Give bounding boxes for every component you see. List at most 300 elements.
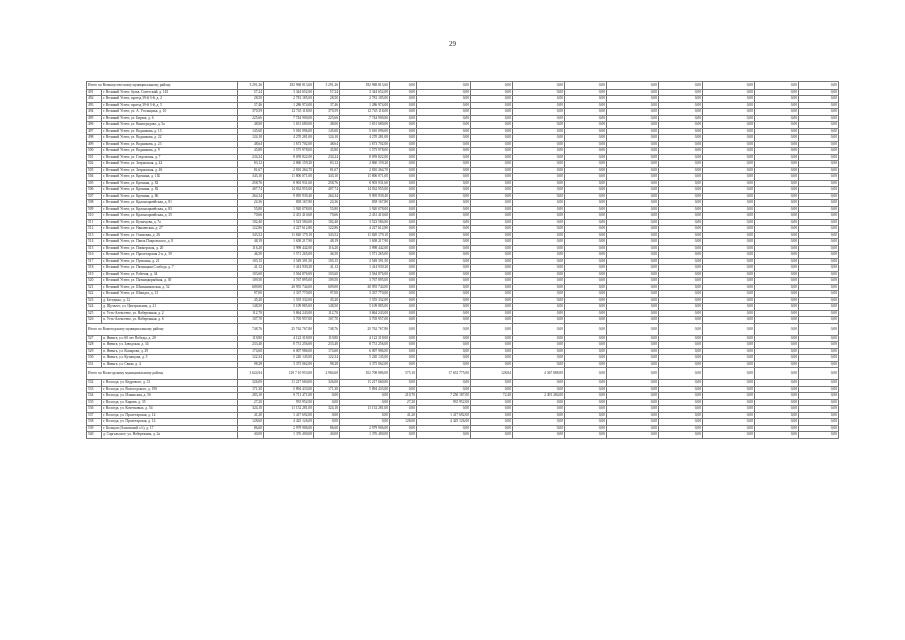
value-cell: 0,00 <box>703 425 755 432</box>
value-cell: 0,00 <box>417 180 471 187</box>
address-cell: г. Великий Устюг, ул. Водникова, д. 22 <box>102 135 238 142</box>
value-cell: 0,00 <box>703 323 755 335</box>
value-cell: 0,00 <box>417 174 471 181</box>
value-cell: 0,00 <box>513 425 565 432</box>
value-cell: 0,00 <box>799 122 839 129</box>
value-cell: 0,00 <box>390 317 417 324</box>
value-cell: 0,00 <box>565 335 607 342</box>
value-cell: 1 376 400,00 <box>340 432 390 439</box>
row-number-cell: 526 <box>87 317 102 324</box>
value-cell: 4 227 612,80 <box>340 226 390 233</box>
value-cell: 0,00 <box>703 219 755 226</box>
value-cell: 0,00 <box>703 278 755 285</box>
value-cell: 0,00 <box>607 284 659 291</box>
value-cell: 5 109 885,00 <box>264 304 314 311</box>
value-cell: 8 903 931,60 <box>340 180 390 187</box>
row-number-cell: 495 <box>87 115 102 122</box>
value-cell: 0,00 <box>607 135 659 142</box>
value-cell: 171,30 <box>314 386 340 393</box>
value-cell: 0,00 <box>513 109 565 116</box>
row-number-cell: 527 <box>87 335 102 342</box>
value-cell: 234,24 <box>314 154 340 161</box>
value-cell: 0,00 <box>471 180 513 187</box>
value-cell: 0,00 <box>565 226 607 233</box>
value-cell: 0,00 <box>565 161 607 168</box>
value-cell: 11 152 281,00 <box>264 406 314 413</box>
value-cell: 0,00 <box>755 122 799 129</box>
value-cell: 2 860 159,20 <box>340 161 390 168</box>
value-cell: 0,00 <box>607 368 659 380</box>
value-cell: 0,00 <box>659 174 703 181</box>
value-cell: 0,00 <box>659 213 703 220</box>
value-cell: 0,00 <box>471 310 513 317</box>
address-cell: п. Явенга, ул. 60 лет Победы, д. 20 <box>102 335 238 342</box>
value-cell: 0,00 <box>565 406 607 413</box>
value-cell: 0,00 <box>659 361 703 368</box>
value-cell: 0,00 <box>513 161 565 168</box>
value-cell: 0,00 <box>755 317 799 324</box>
address-cell: г. Великий Устюг, ул. Шильниковская, д. 52 <box>102 284 238 291</box>
value-cell: 0,00 <box>755 406 799 413</box>
row-number-cell: 497 <box>87 128 102 135</box>
value-cell: 11 217 660,00 <box>264 380 314 387</box>
value-cell: 40,00 <box>238 432 264 439</box>
value-cell: 0,00 <box>417 239 471 246</box>
value-cell: 0,00 <box>755 174 799 181</box>
value-cell: 234,24 <box>238 154 264 161</box>
value-cell: 0,00 <box>471 148 513 155</box>
value-cell: 0,00 <box>390 432 417 439</box>
value-cell: 0,00 <box>565 213 607 220</box>
value-cell: 264,34 <box>314 193 340 200</box>
value-cell: 81,67 <box>314 167 340 174</box>
value-cell: 0,00 <box>417 432 471 439</box>
value-cell: 3 549 391,50 <box>340 258 390 265</box>
value-cell: 0,00 <box>607 412 659 419</box>
value-cell: 0,00 <box>471 419 513 426</box>
value-cell: 0,00 <box>417 232 471 239</box>
value-cell: 1 571 265,00 <box>264 252 314 259</box>
value-cell: 98,28 <box>314 361 340 368</box>
value-cell: 3 375 062,00 <box>264 361 314 368</box>
value-cell: 128,60 <box>238 419 264 426</box>
value-cell: 0,00 <box>703 335 755 342</box>
value-cell: 0,00 <box>703 89 755 96</box>
value-cell: 0,00 <box>607 406 659 413</box>
value-cell: 0,00 <box>703 102 755 109</box>
value-cell: 0,00 <box>755 304 799 311</box>
value-cell: 0,00 <box>607 219 659 226</box>
value-cell: 0,00 <box>390 310 417 317</box>
value-cell: 0,00 <box>565 154 607 161</box>
value-cell: 97,00 <box>314 291 340 298</box>
value-cell: 0,00 <box>607 226 659 233</box>
row-number-cell: 521 <box>87 284 102 291</box>
value-cell: 0,00 <box>755 323 799 335</box>
value-cell: 5 010 096,00 <box>264 128 314 135</box>
value-cell: 8 059 822,00 <box>264 154 314 161</box>
value-cell: 0,00 <box>471 115 513 122</box>
value-cell: 46,50 <box>238 252 264 259</box>
value-cell: 0,00 <box>607 232 659 239</box>
row-number-cell: 524 <box>87 304 102 311</box>
value-cell: 2 860 159,20 <box>264 161 314 168</box>
address-cell: г. Великий Устюг, ул. Кренина, д. 86 <box>102 193 238 200</box>
value-cell: 0,00 <box>417 278 471 285</box>
value-cell: 0,00 <box>659 317 703 324</box>
value-cell: 3 291,26 <box>238 82 264 90</box>
value-cell: 0,00 <box>659 82 703 90</box>
value-cell: 0,00 <box>799 219 839 226</box>
value-cell: 0,00 <box>659 310 703 317</box>
address-cell: п. Явенга, ул. Связи, д. 4 <box>102 361 238 368</box>
value-cell: 3 705 957,00 <box>340 317 390 324</box>
value-cell: 48,00 <box>238 122 264 129</box>
value-cell: 0,00 <box>703 284 755 291</box>
row-number-cell: 538 <box>87 419 102 426</box>
value-cell: 0,00 <box>607 161 659 168</box>
value-cell: 0,00 <box>513 128 565 135</box>
value-cell: 145,60 <box>314 128 340 135</box>
value-cell: 122,86 <box>238 226 264 233</box>
value-cell: 0,00 <box>799 187 839 194</box>
value-cell: 0,00 <box>703 200 755 207</box>
value-cell: 0,00 <box>471 245 513 252</box>
value-cell: 0,00 <box>417 297 471 304</box>
value-cell: 0,00 <box>390 187 417 194</box>
value-cell: 0,00 <box>390 89 417 96</box>
value-cell: 0,00 <box>390 200 417 207</box>
value-cell: 0,00 <box>607 115 659 122</box>
value-cell: 0,00 <box>755 291 799 298</box>
value-cell: 258,76 <box>314 180 340 187</box>
value-cell: 3 337 770,00 <box>340 291 390 298</box>
value-cell: 0,00 <box>513 200 565 207</box>
value-cell: 0,00 <box>755 141 799 148</box>
value-cell: 0,00 <box>565 187 607 194</box>
value-cell: 0,00 <box>755 226 799 233</box>
value-cell: 0,00 <box>659 167 703 174</box>
value-cell: 2 491 284,00 <box>513 393 565 400</box>
value-cell: 0,00 <box>607 245 659 252</box>
value-cell: 0,00 <box>799 271 839 278</box>
value-cell: 0,00 <box>417 109 471 116</box>
value-cell: 264,34 <box>238 193 264 200</box>
value-cell: 0,00 <box>799 252 839 259</box>
value-cell: 128,60 <box>390 419 417 426</box>
value-cell: 109,50 <box>314 278 340 285</box>
value-cell: 0,00 <box>659 284 703 291</box>
value-cell: 0,00 <box>755 245 799 252</box>
value-cell: 0,00 <box>755 102 799 109</box>
value-cell: 0,00 <box>659 278 703 285</box>
value-cell: 0,00 <box>659 406 703 413</box>
value-cell: 0,00 <box>799 128 839 135</box>
address-cell: г. Великий Устюг, ул. Красноармейская, д. 35 <box>102 213 238 220</box>
value-cell: 2 984,60 <box>314 368 340 380</box>
value-cell: 0,00 <box>659 297 703 304</box>
value-cell: 102,40 <box>314 219 340 226</box>
value-cell: 0,00 <box>513 258 565 265</box>
value-cell: 2 979 906,00 <box>340 425 390 432</box>
address-cell: г. Великий Устюг, ул. Павла Покровского, д. 8 <box>102 239 238 246</box>
address-cell: г. Великий Устюг, ул. Кренина, д. 11Б <box>102 174 238 181</box>
value-cell: 0,00 <box>513 102 565 109</box>
value-cell: 0,00 <box>390 82 417 90</box>
address-cell: г. Великий Устюг, ул. А. Угольщика, д. 10 <box>102 109 238 116</box>
address-cell: г. Великий Устюг, проезд 39-й 3-й, д. 5 <box>102 102 238 109</box>
value-cell: 0,00 <box>513 361 565 368</box>
value-cell: 0,00 <box>703 148 755 155</box>
value-cell: 0,00 <box>513 122 565 129</box>
data-table <box>86 81 839 439</box>
row-number-cell: 509 <box>87 206 102 213</box>
value-cell: 0,00 <box>390 226 417 233</box>
value-cell: 838 167,80 <box>340 200 390 207</box>
value-cell: 0,00 <box>471 193 513 200</box>
value-cell: 81,67 <box>238 167 264 174</box>
value-cell: 0,00 <box>703 406 755 413</box>
value-cell: 0,00 <box>607 310 659 317</box>
value-cell: 0,00 <box>417 258 471 265</box>
value-cell: 0,00 <box>390 174 417 181</box>
value-cell: 0,00 <box>799 148 839 155</box>
value-cell: 0,00 <box>390 148 417 155</box>
value-cell: 0,00 <box>565 304 607 311</box>
value-cell: 0,00 <box>659 128 703 135</box>
value-cell: 370,59 <box>238 109 264 116</box>
value-cell: 3 549 391,50 <box>264 258 314 265</box>
value-cell: 0,00 <box>607 425 659 432</box>
value-cell: 0,00 <box>799 368 839 380</box>
value-cell: 0,00 <box>755 180 799 187</box>
value-cell: 0,00 <box>799 200 839 207</box>
value-cell: 0,00 <box>703 419 755 426</box>
value-cell: 0,00 <box>565 432 607 439</box>
value-cell: 0,00 <box>471 200 513 207</box>
value-cell: 0,00 <box>390 258 417 265</box>
value-cell: 0,00 <box>659 226 703 233</box>
value-cell: 0,00 <box>659 206 703 213</box>
value-cell: 0,00 <box>607 419 659 426</box>
table-total-row <box>87 82 839 90</box>
value-cell: 7 744 900,00 <box>264 115 314 122</box>
value-cell: 5 894 433,00 <box>340 386 390 393</box>
value-cell: 0,00 <box>513 348 565 355</box>
value-cell: 20 955 744,00 <box>340 284 390 291</box>
value-cell: 0,00 <box>417 154 471 161</box>
value-cell: 3 998 442,00 <box>264 245 314 252</box>
value-cell: 5 220 145,00 <box>340 355 390 362</box>
value-cell: 0,00 <box>755 161 799 168</box>
row-number-cell: 506 <box>87 187 102 194</box>
value-cell: 0,00 <box>703 304 755 311</box>
value-cell: 0,00 <box>513 239 565 246</box>
value-cell: 0,00 <box>607 180 659 187</box>
row-number-cell: 492 <box>87 96 102 103</box>
value-cell: 0,00 <box>565 380 607 387</box>
value-cell: 0,00 <box>390 135 417 142</box>
value-cell: 0,00 <box>513 154 565 161</box>
value-cell: 122,86 <box>314 226 340 233</box>
address-cell: г. Великий Устюг, ул. Кузнецова, д. 7а <box>102 219 238 226</box>
value-cell: 0,00 <box>565 252 607 259</box>
value-cell: 0,00 <box>659 304 703 311</box>
value-cell: 0,00 <box>799 412 839 419</box>
row-number-cell: 508 <box>87 200 102 207</box>
value-cell: 0,00 <box>607 96 659 103</box>
value-cell: 3 624,94 <box>238 368 264 380</box>
value-cell: 0,00 <box>659 89 703 96</box>
value-cell: 0,00 <box>703 226 755 233</box>
value-cell: 0,00 <box>755 361 799 368</box>
row-number-cell: 500 <box>87 148 102 155</box>
value-cell: 0,00 <box>471 167 513 174</box>
value-cell: 1 575 978,00 <box>264 148 314 155</box>
value-cell: 0,00 <box>659 380 703 387</box>
value-cell: 0,00 <box>513 232 565 239</box>
value-cell: 3 337 770,00 <box>264 291 314 298</box>
value-cell: 103,15 <box>238 258 264 265</box>
value-cell: 0,00 <box>607 167 659 174</box>
value-cell: 0,00 <box>471 317 513 324</box>
value-cell: 0,00 <box>659 122 703 129</box>
value-cell: 0,00 <box>755 335 799 342</box>
value-cell: 0,00 <box>659 245 703 252</box>
value-cell: 0,00 <box>417 141 471 148</box>
value-cell: 45,80 <box>314 148 340 155</box>
value-cell: 0,00 <box>607 348 659 355</box>
value-cell: 2 781 185,00 <box>340 96 390 103</box>
value-cell: 0,00 <box>755 213 799 220</box>
value-cell: 225,66 <box>314 115 340 122</box>
value-cell: 0,00 <box>703 187 755 194</box>
value-cell: 0,00 <box>607 252 659 259</box>
value-cell: 0,00 <box>799 193 839 200</box>
value-cell: 0,00 <box>799 265 839 272</box>
value-cell: 0,00 <box>513 419 565 426</box>
value-cell: 0,00 <box>513 317 565 324</box>
value-cell: 0,00 <box>659 291 703 298</box>
value-cell: 12 745 118,00 <box>264 109 314 116</box>
value-cell: 0,00 <box>513 252 565 259</box>
value-cell: 0,00 <box>659 342 703 349</box>
value-cell: 407,74 <box>238 187 264 194</box>
value-cell: 0,00 <box>417 335 471 342</box>
value-cell: 0,00 <box>607 239 659 246</box>
value-cell: 0,00 <box>417 115 471 122</box>
value-cell: 0,00 <box>607 258 659 265</box>
value-cell: 0,00 <box>565 348 607 355</box>
value-cell: 0,00 <box>513 323 565 335</box>
total-row-label: Итого по Вожегодскому муниципальному району <box>87 323 238 335</box>
value-cell: 0,00 <box>565 317 607 324</box>
value-cell: 0,00 <box>471 154 513 161</box>
value-cell: 0,00 <box>390 304 417 311</box>
value-cell: 0,00 <box>799 96 839 103</box>
address-cell: г. Вологда, ул. Вологодского, д. 190 <box>102 386 238 393</box>
value-cell: 0,00 <box>565 323 607 335</box>
value-cell: 0,00 <box>471 278 513 285</box>
value-cell: 0,00 <box>703 271 755 278</box>
value-cell: 0,00 <box>703 154 755 161</box>
row-number-cell: 494 <box>87 109 102 116</box>
value-cell: 370,59 <box>314 109 340 116</box>
value-cell: 2 781 185,00 <box>264 96 314 103</box>
value-cell: 0,00 <box>607 323 659 335</box>
value-cell: 0,00 <box>755 278 799 285</box>
value-cell: 0,00 <box>471 342 513 349</box>
value-cell: 48,64 <box>238 141 264 148</box>
value-cell: 0,00 <box>607 102 659 109</box>
value-cell: 0,00 <box>314 419 340 426</box>
value-cell: 0,00 <box>799 141 839 148</box>
value-cell: 0,00 <box>607 380 659 387</box>
value-cell: 0,00 <box>799 317 839 324</box>
value-cell: 0,00 <box>417 425 471 432</box>
row-number-cell: 518 <box>87 265 102 272</box>
value-cell: 1 286 974,00 <box>340 102 390 109</box>
value-cell: 748,76 <box>238 323 264 335</box>
value-cell: 0,00 <box>755 252 799 259</box>
value-cell: 171,30 <box>238 386 264 393</box>
value-cell: 0,00 <box>390 278 417 285</box>
value-cell: 0,00 <box>703 239 755 246</box>
value-cell: 3 564 876,00 <box>340 271 390 278</box>
value-cell: 0,00 <box>755 393 799 400</box>
address-cell: г. Вологда, ул. Кирова, д. 35 <box>102 399 238 406</box>
address-cell: г. Великий Устюг, ул. Осиновая, д. 26 <box>102 232 238 239</box>
value-cell: 14 032 955,00 <box>340 187 390 194</box>
value-cell: 182 968 813,60 <box>340 82 390 90</box>
value-cell: 0,00 <box>607 361 659 368</box>
value-cell: 103,60 <box>238 271 264 278</box>
value-cell: 0,00 <box>659 102 703 109</box>
value-cell: 1 651 680,00 <box>340 122 390 129</box>
value-cell: 9 095 939,40 <box>340 193 390 200</box>
value-cell: 0,00 <box>340 393 390 400</box>
value-cell: 0,00 <box>390 252 417 259</box>
value-cell: 0,00 <box>755 419 799 426</box>
value-cell: 0,00 <box>417 82 471 90</box>
value-cell: 0,00 <box>390 109 417 116</box>
value-cell: 0,00 <box>565 310 607 317</box>
address-cell: п. Явенга, ул. Кузнецова, д. 5 <box>102 355 238 362</box>
value-cell: 102 708 886,00 <box>340 368 390 380</box>
value-cell: 0,00 <box>755 399 799 406</box>
value-cell: 935 952,00 <box>417 399 471 406</box>
value-cell: 3 998 442,00 <box>340 245 390 252</box>
value-cell: 0,00 <box>513 284 565 291</box>
value-cell: 233,40 <box>314 342 340 349</box>
value-cell: 0,00 <box>471 109 513 116</box>
value-cell: 0,00 <box>390 291 417 298</box>
value-cell: 0,00 <box>390 167 417 174</box>
value-cell: 45,80 <box>238 148 264 155</box>
value-cell: 0,00 <box>799 380 839 387</box>
value-cell: 0,00 <box>755 265 799 272</box>
table-row <box>87 432 839 439</box>
value-cell: 0,00 <box>471 232 513 239</box>
value-cell: 107,70 <box>314 317 340 324</box>
value-cell: 0,00 <box>755 200 799 207</box>
value-cell: 0,00 <box>513 380 565 387</box>
value-cell: 3 767 895,00 <box>340 278 390 285</box>
value-cell: 0,00 <box>607 399 659 406</box>
address-cell: г. Великий Устюг, ул. Водникова, д. 15 <box>102 128 238 135</box>
value-cell: 0,00 <box>755 89 799 96</box>
value-cell: 1 673 702,00 <box>340 141 390 148</box>
